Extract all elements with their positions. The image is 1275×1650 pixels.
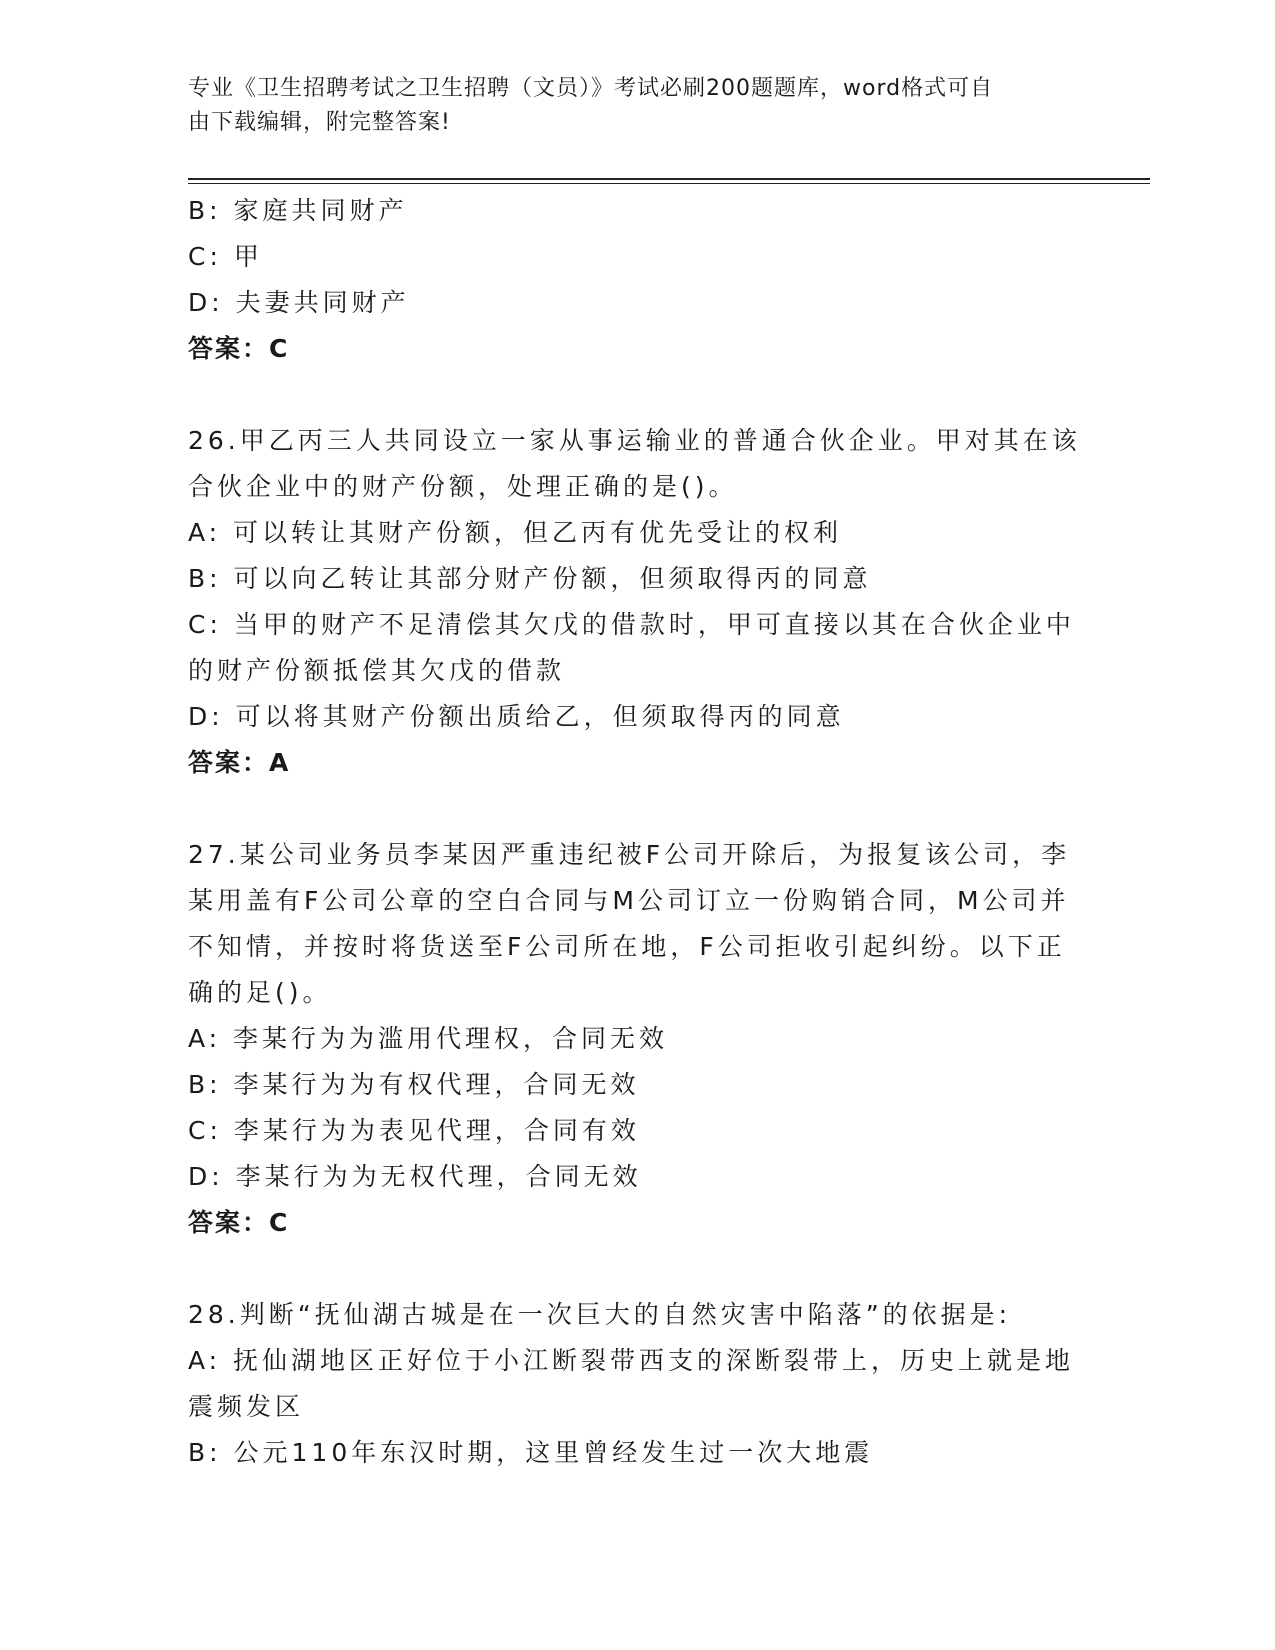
option-a: A: 李某行为为滥用代理权，合同无效 [188,1024,669,1053]
option-b: B: 家庭共同财产 [188,196,408,225]
header-rule-thick [188,178,1150,180]
question-stem: 不知情，并按时将货送至F公司所在地，F公司拒收引起纠纷。以下正 [188,932,1066,961]
question-content [188,188,1088,1476]
document-header [188,72,1068,140]
option-a: A: 可以转让其财产份额，但乙丙有优先受让的权利 [188,518,843,547]
answer: 答案：A [188,748,291,777]
option-d: D: 夫妻共同财产 [188,288,410,317]
header-line-2: 由下载编辑，附完整答案! [188,110,451,135]
option-b: B: 李某行为为有权代理，合同无效 [188,1070,640,1099]
question-28 [188,1292,1088,1476]
header-rule-thin [188,183,1150,184]
option-c: C: 李某行为为表见代理，合同有效 [188,1116,640,1145]
option-c-continued: 的财产份额抵偿其欠戊的借款 [188,656,566,685]
option-a-continued: 震频发区 [188,1392,305,1421]
option-b: B: 公元110年东汉时期，这里曾经发生过一次大地震 [188,1438,874,1467]
question-25-tail [188,188,1088,372]
answer: 答案：C [188,334,290,363]
option-a: A: 抚仙湖地区正好位于小江断裂带西支的深断裂带上，历史上就是地 [188,1346,1075,1375]
header-line-1: 专业《卫生招聘考试之卫生招聘（文员）》考试必刷200题题库，word格式可自 [188,76,994,101]
option-d: D: 可以将其财产份额出质给乙，但须取得丙的同意 [188,702,845,731]
option-c: C: 当甲的财产不足清偿其欠戊的借款时，甲可直接以其在合伙企业中 [188,610,1075,639]
question-stem: 28.判断“抚仙湖古城是在一次巨大的自然灾害中陷落”的依据是: [188,1300,1012,1329]
spacer [188,786,1088,832]
question-stem: 26.甲乙丙三人共同设立一家从事运输业的普通合伙企业。甲对其在该 [188,426,1081,455]
option-b: B: 可以向乙转让其部分财产份额，但须取得丙的同意 [188,564,872,593]
question-stem: 27.某公司业务员李某因严重违纪被F公司开除后，为报复该公司，李 [188,840,1071,869]
option-d: D: 李某行为为无权代理，合同无效 [188,1162,642,1191]
question-stem: 确的足()。 [188,978,332,1007]
question-27 [188,832,1088,1246]
spacer [188,372,1088,418]
question-stem: 合伙企业中的财产份额，处理正确的是()。 [188,472,738,501]
option-c: C: 甲 [188,242,263,271]
question-26 [188,418,1088,786]
question-stem: 某用盖有F公司公章的空白合同与M公司订立一份购销合同，M公司并 [188,886,1070,915]
answer: 答案：C [188,1208,290,1237]
spacer [188,1246,1088,1292]
